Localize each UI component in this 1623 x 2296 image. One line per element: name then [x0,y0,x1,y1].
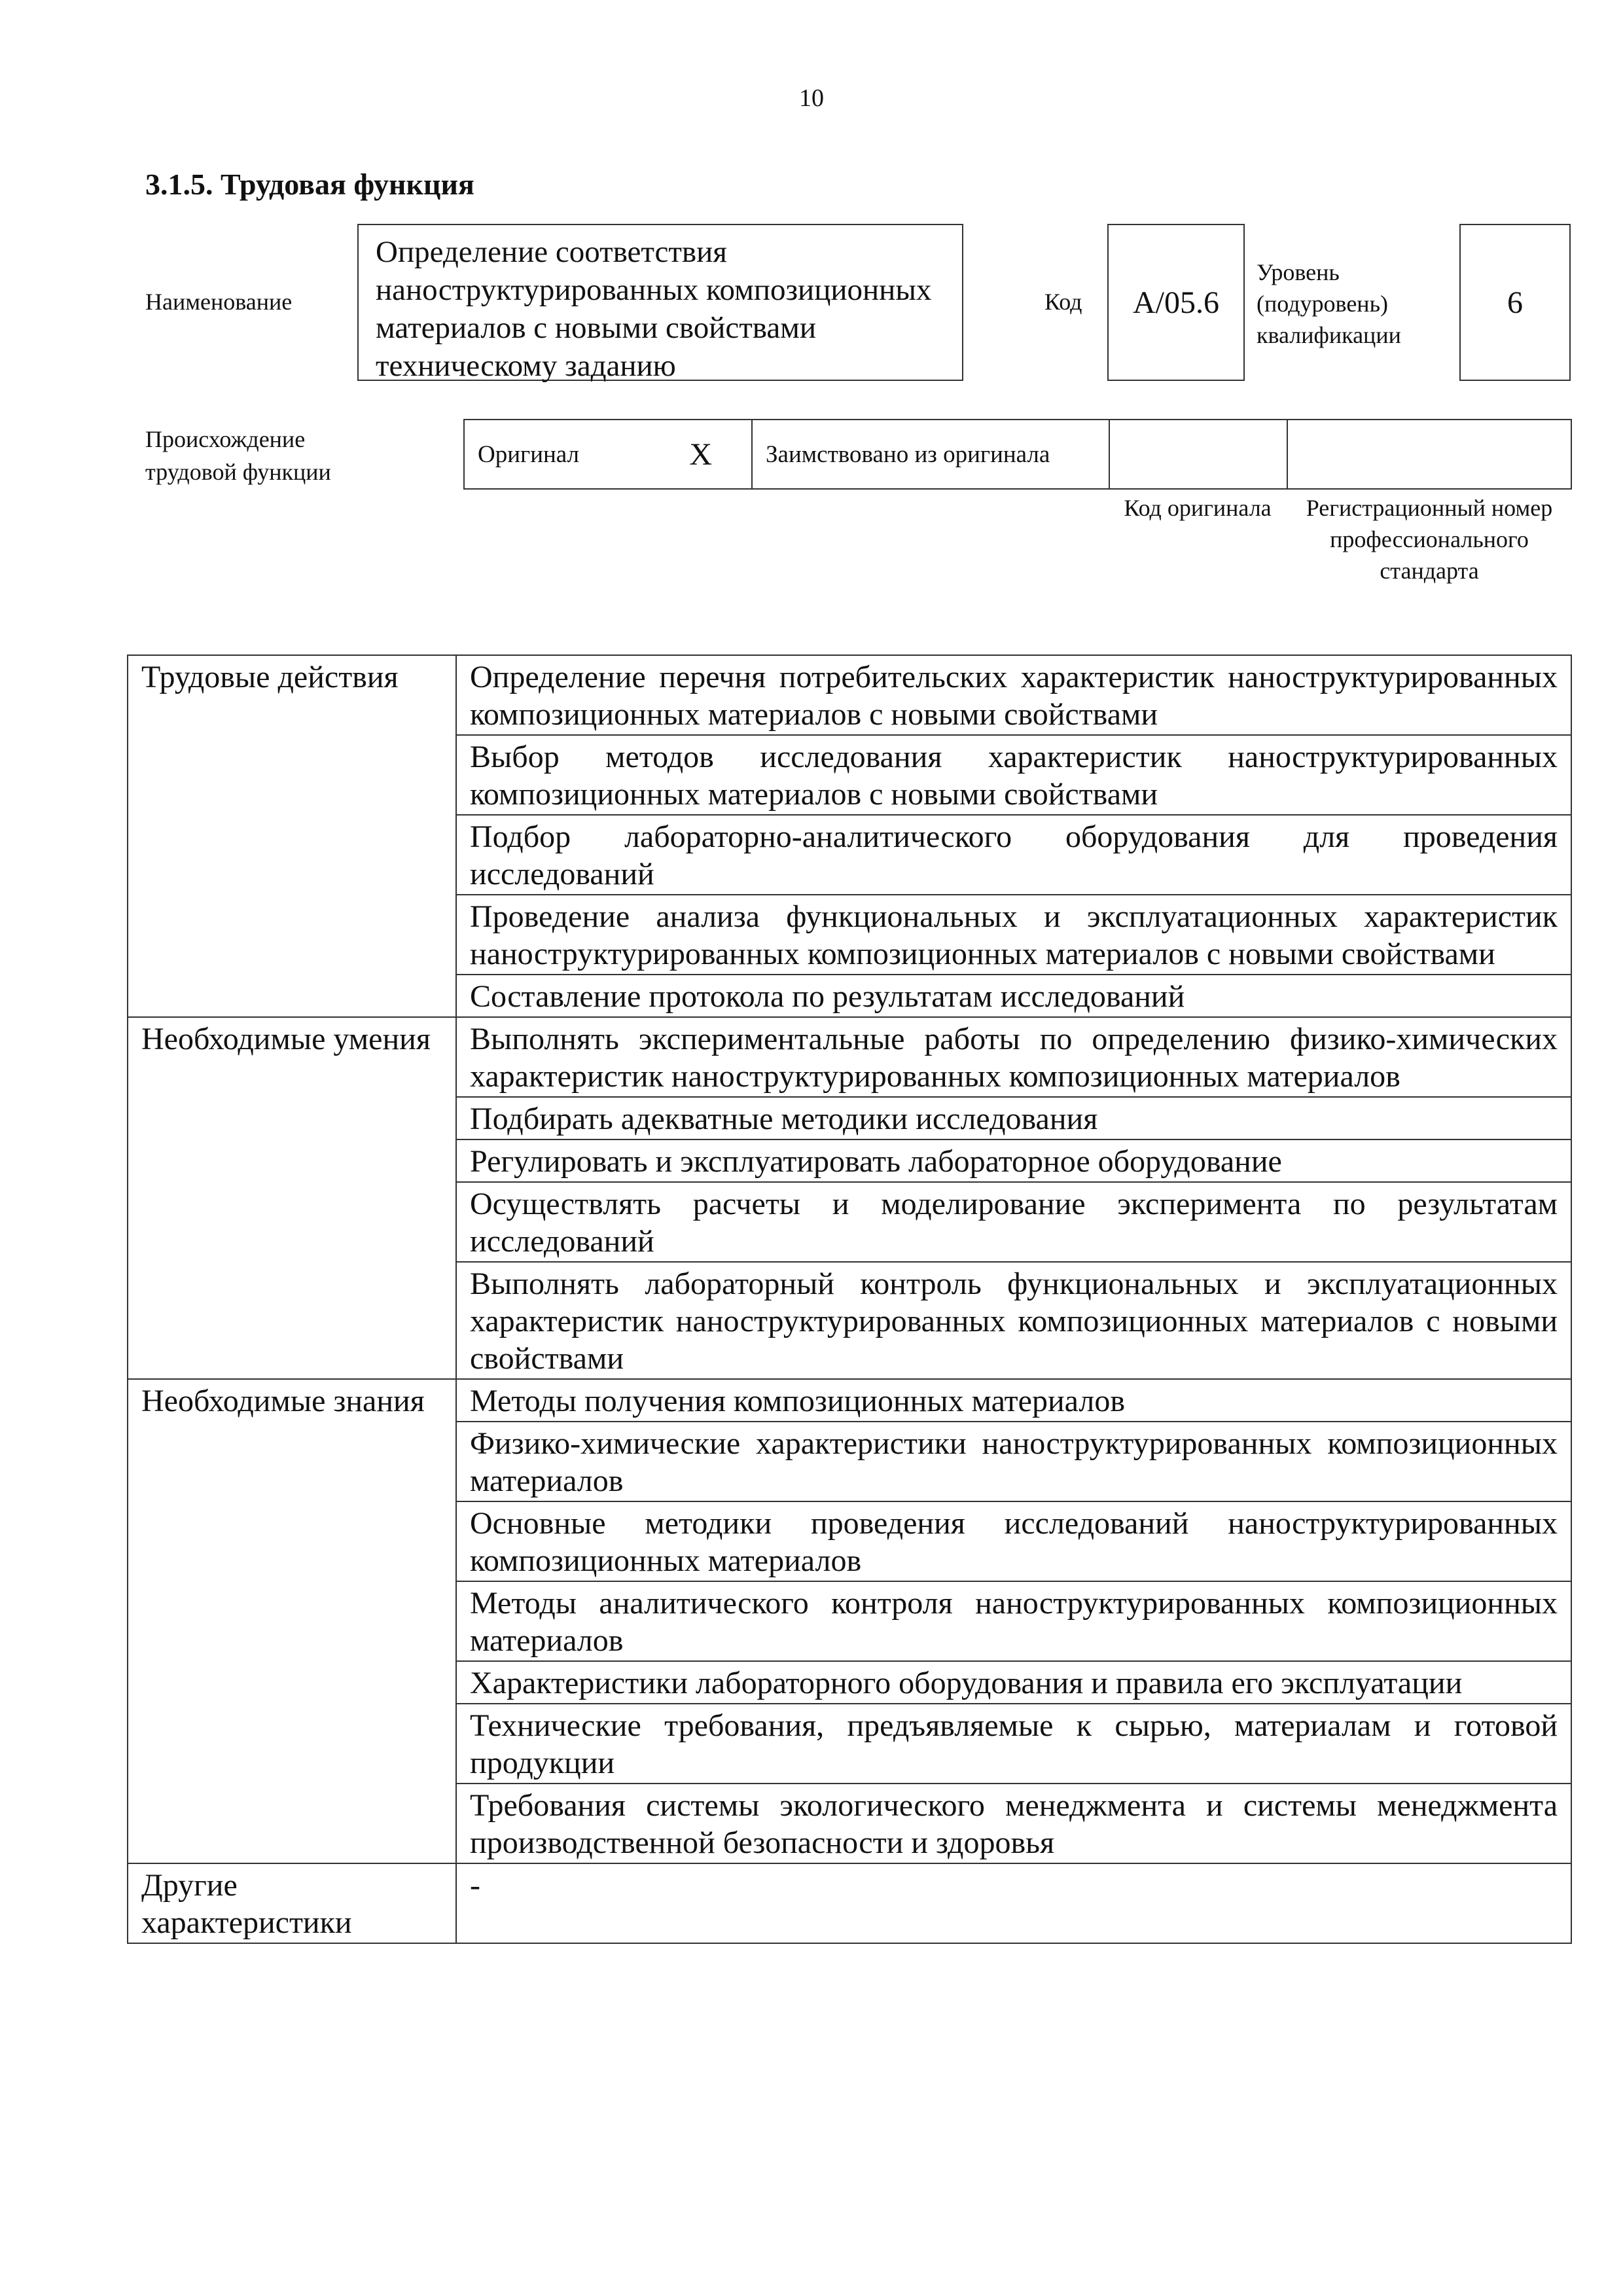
level-label: Уровень (подуровень) квалификации [1257,259,1401,348]
borrowed-label: Заимствовано из оригинала [753,420,1110,488]
original-mark: X [689,437,712,472]
table-cell: Составление протокола по результатам исследований [456,975,1571,1017]
original-cell [465,420,753,488]
table-cell: Осуществлять расчеты и моделирование эксперимента по результатам исследований [456,1182,1571,1262]
origin-row [463,419,1572,490]
table-cell: Подбирать адекватные методики исследования [456,1097,1571,1139]
table-cell: Методы аналитического контроля наноструктурированных композиционных материалов [456,1581,1571,1661]
level-value: 6 [1459,224,1571,381]
code-label: Код [1044,289,1082,315]
table-cell: Проведение анализа функциональных и эксплуатационных характеристик наноструктурированных композиционных материалов с новыми свойствами [456,895,1571,975]
page-number: 10 [799,84,824,112]
table-cell: Определение перечня потребительских характеристик наноструктурированных композиционных материалов с новыми свойствами [456,655,1571,735]
table-cell: Методы получения композиционных материалов [456,1379,1571,1422]
table-cell: Физико-химические характеристики наноструктурированных композиционных материалов [456,1422,1571,1501]
table-cell: Основные методики проведения исследований наноструктурированных композиционных материалов [456,1501,1571,1581]
table-cell: Выполнять экспериментальные работы по определению физико-химических характеристик наноструктурированных композиционных материалов [456,1017,1571,1097]
section-title: 3.1.5. Трудовая функция [145,168,474,201]
table-cell: Характеристики лабораторного оборудования и правила его эксплуатации [456,1661,1571,1704]
knowledge-label: Необходимые знания [128,1379,456,1863]
original-label: Оригинал [478,440,580,468]
reg-number-cell [1288,420,1571,488]
table-cell: Регулировать и эксплуатировать лабораторное оборудование [456,1139,1571,1182]
other-value: - [456,1863,1571,1943]
other-label: Другие характеристики [128,1863,456,1943]
labor-function-table [127,655,1572,1944]
table-cell: Выбор методов исследования характеристик наноструктурированных композиционных материалов с новыми свойствами [456,735,1571,815]
table-cell: Технические требования, предъявляемые к сырью, материалам и готовой продукции [456,1704,1571,1784]
labor-actions-label: Трудовые действия [128,655,456,1017]
table-cell: Выполнять лабораторный контроль функциональных и эксплуатационных характеристик наноструктурированных композиционных материалов с новыми свойствами [456,1262,1571,1379]
table-cell: Требования системы экологического менеджмента и системы менеджмента производственной безопасности и здоровья [456,1784,1571,1863]
table-row [128,1017,1571,1097]
name-value: Определение соответствия наноструктурированных композиционных материалов с новыми свойствами техническому заданию [357,224,963,381]
table-cell: Подбор лабораторно-аналитического оборудования для проведения исследований [456,815,1571,895]
original-code-cell [1110,420,1288,488]
table-row [128,1863,1571,1943]
original-code-caption: Код оригинала [1124,495,1272,521]
code-value: A/05.6 [1107,224,1245,381]
table-row [128,1379,1571,1422]
reg-number-caption: Регистрационный номер профессионального стандарта [1306,495,1553,584]
name-label: Наименование [145,289,293,315]
skills-label: Необходимые умения [128,1017,456,1379]
table-row [128,655,1571,735]
origin-label: Происхождение трудовой функции [145,426,331,485]
